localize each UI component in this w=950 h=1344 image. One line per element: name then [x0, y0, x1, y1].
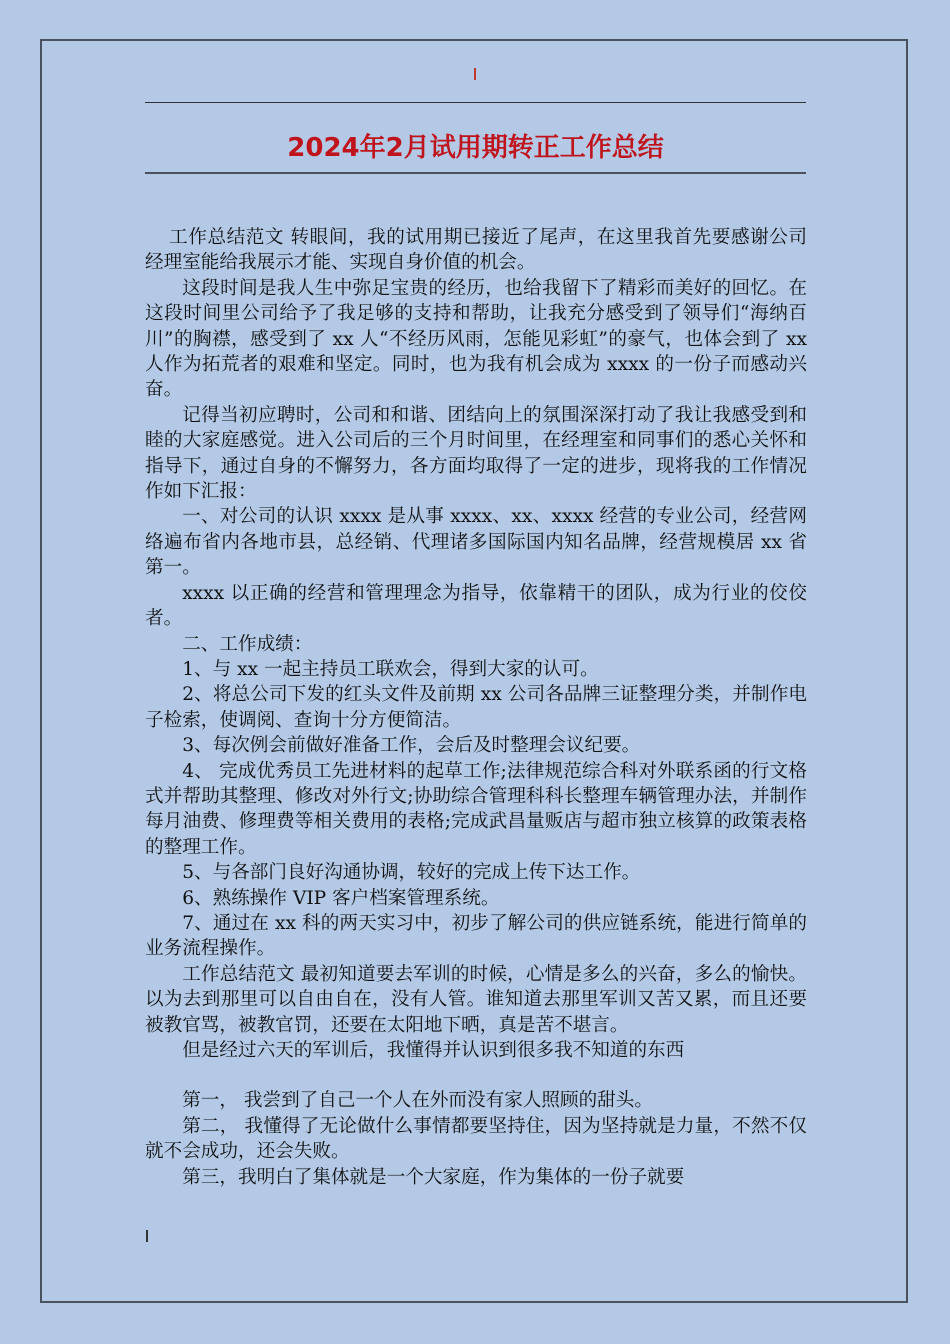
header-rule — [145, 102, 806, 103]
list-item: 4、 完成优秀员工先进材料的起草工作;法律规范综合科对外联系函的行文格式并帮助其整理、修改对外行文;协助综合管理科科长整理车辆管理办法，并制作每月油费、修理费等相关费用的表格;完成武昌量贩店与超市独立核算的政策表格的整理工作。 — [145, 760, 807, 858]
paragraph: 这段时间是我人生中弥足宝贵的经历，也给我留下了精彩而美好的回忆。在这段时间里公司给予了我足够的支持和帮助，让我充分感受到了领导们“海纳百川”的胸襟，感受到了 xx 人“不经历风雨，怎能见彩虹”的豪气，也体会到了 xx 人作为拓荒者的艰难和坚定。同时，也为我有机会成为 xxxx 的一份子而感动兴奋。 — [145, 277, 807, 401]
paragraph: 但是经过六天的军训后，我懂得并认识到很多我不知道的东西 — [182, 1040, 685, 1061]
document-title: 2024年2月试用期转正工作总结 — [287, 133, 664, 163]
list-item: 6、熟练操作 VIP 客户档案管理系统。 — [182, 887, 500, 909]
list-item: 2、将总公司下发的红头文件及前期 xx 公司各品牌三证整理分类，并制作电子检索，使调阅、查询十分方便简洁。 — [145, 684, 807, 731]
paragraph: 一、对公司的认识 xxxx 是从事 xxxx、xx、xxxx 经营的专业公司，经营网络遍布省内各地市县，总经销、代理诸多国际国内知名品牌，经营规模居 xx 省第一。 — [145, 506, 807, 579]
paragraph: 记得当初应聘时，公司和和谐、团结向上的氛围深深打动了我让我感受到和睦的大家庭感觉。进入公司后的三个月时间里，在经理室和同事们的悉心关怀和指导下，通过自身的不懈努力，各方面均取得了一定的进步，现将我的工作情况作如下汇报： — [145, 404, 807, 503]
paragraph: 第三，我明白了集体就是一个大家庭，作为集体的一份子就要 — [182, 1166, 685, 1188]
paragraph: 工作总结范文 最初知道要去军训的时候，心情是多么的兴奋，多么的愉快。以为去到那里可以自由自在，没有人管。谁知道去那里军训又苦又累，而且还要被教官骂，被教官罚，还要在太阳地下晒，真是苦不堪言。 — [145, 963, 807, 1036]
paragraph: 第二， 我懂得了无论做什么事情都要坚持住，因为坚持就是力量，不然不仅就不会成功，还会失败。 — [145, 1115, 807, 1163]
list-item: 1、与 xx 一起主持员工联欢会，得到大家的认可。 — [182, 658, 599, 680]
list-item: 3、每次例会前做好准备工作，会后及时整理会议纪要。 — [182, 735, 641, 757]
title-underline — [145, 172, 806, 174]
header-cursor-mark — [474, 68, 476, 80]
paragraph: 工作总结范文 转眼间，我的试用期已接近了尾声，在这里我首先要感谢公司经理室能给我展示才能、实现自身价值的机会。 — [145, 227, 807, 274]
list-item: 5、与各部门良好沟通协调，较好的完成上传下达工作。 — [182, 862, 641, 884]
footer-cursor-mark — [146, 1230, 148, 1242]
paragraph: 第一， 我尝到了自己一个人在外而没有家人照顾的甜头。 — [182, 1090, 653, 1112]
paragraph: xxxx 以正确的经营和管理理念为指导，依靠精干的团队，成为行业的佼佼者。 — [145, 582, 807, 630]
section-heading: 二、工作成绩： — [182, 633, 313, 655]
list-item: 7、通过在 xx 科的两天实习中，初步了解公司的供应链系统，能进行简单的业务流程操作。 — [145, 912, 807, 960]
document-body — [145, 225, 807, 1190]
